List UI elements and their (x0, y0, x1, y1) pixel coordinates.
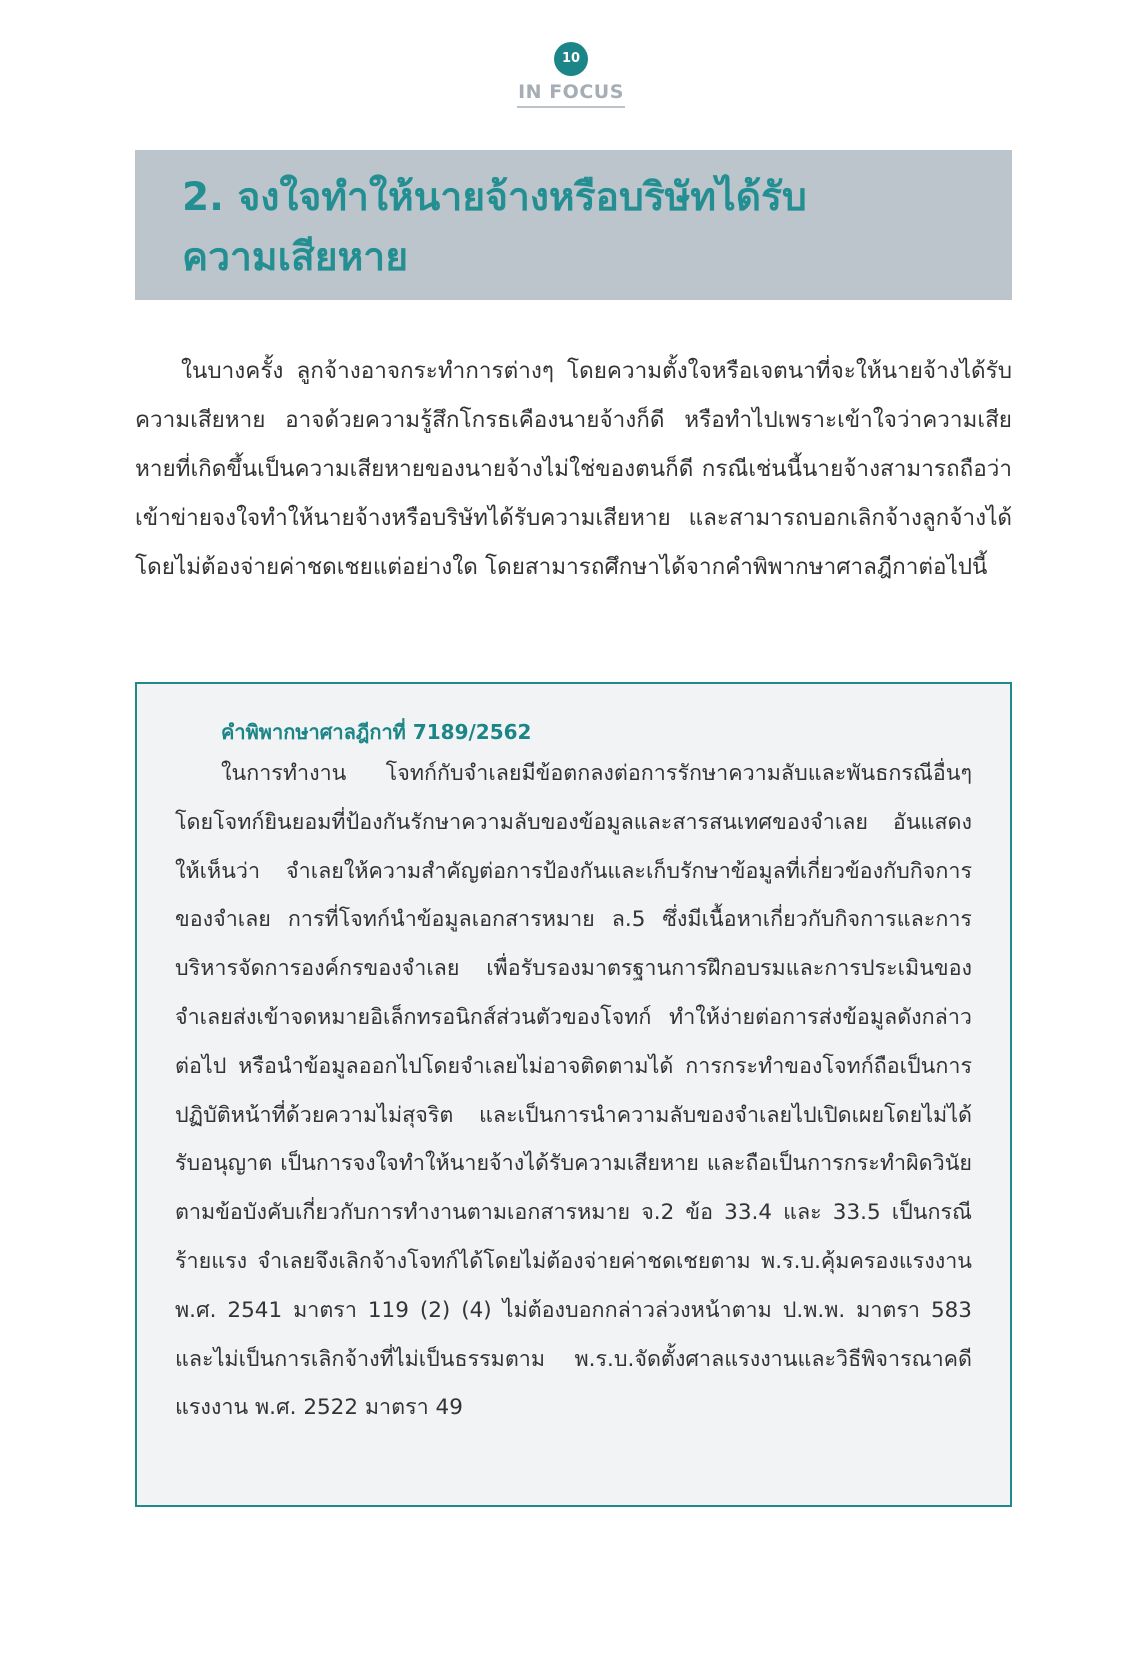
page-title-line-2: ความเสียหาย (182, 235, 409, 280)
page-number-badge: 10 (554, 42, 588, 76)
section-label: IN FOCUS (517, 81, 625, 108)
case-title: คำพิพากษาศาลฎีกาที่ 7189/2562 (221, 720, 532, 744)
title-banner (135, 150, 1012, 300)
page-title-line-1: 2. จงใจทำให้นายจ้างหรือบริษัทได้รับ (182, 175, 807, 220)
page-header (0, 42, 1142, 108)
intro-paragraph: ในบางครั้ง ลูกจ้างอาจกระทำการต่างๆ โดยความตั้งใจหรือเจตนาที่จะให้นายจ้างได้รับความเสียหาย อาจด้วยความรู้สึกโกรธเคืองนายจ้างก็ดี หรือทำไปเพราะเข้าใจว่าความเสียหายที่เกิดขึ้นเป็นความเสียหายของนายจ้างไม่ใช่ของตนก็ดี กรณีเช่นนี้นายจ้างสามารถถือว่าเข้าข่ายจงใจทำให้นายจ้างหรือบริษัทได้รับความเสียหาย และสามารถบอกเลิกจ้างลูกจ้างได้โดยไม่ต้องจ่ายค่าชดเชยแต่อย่างใด โดยสามารถศึกษาได้จากคำพิพากษาศาลฎีกาต่อไปนี้ (135, 358, 1012, 580)
case-body: ในการทำงาน โจทก์กับจำเลยมีข้อตกลงต่อการรักษาความลับและพันธกรณีอื่นๆ โดยโจทก์ยินยอมที่ป้องกันรักษาความลับของข้อมูลและสารสนเทศของจำเลย อันแสดงให้เห็นว่า จำเลยให้ความสำคัญต่อการป้องกันและเก็บรักษาข้อมูลที่เกี่ยวข้องกับกิจการของจำเลย การที่โจทก์นำข้อมูลเอกสารหมาย ล.5 ซึ่งมีเนื้อหาเกี่ยวกับกิจการและการบริหารจัดการองค์กรของจำเลย เพื่อรับรองมาตรฐานการฝึกอบรมและการประเมินของจำเลยส่งเข้าจดหมายอิเล็กทรอนิกส์ส่วนตัวของโจทก์ ทำให้ง่ายต่อการส่งข้อมูลดังกล่าวต่อไป หรือนำข้อมูลออกไปโดยจำเลยไม่อาจติดตามได้ การกระทำของโจทก์ถือเป็นการปฏิบัติหน้าที่ด้วยความไม่สุจริต และเป็นการนำความลับของจำเลยไปเปิดเผยโดยไม่ได้รับอนุญาต เป็นการจงใจทำให้นายจ้างได้รับความเสียหาย และถือเป็นการกระทำผิดวินัยตามข้อบังคับเกี่ยวกับการทำงานตามเอกสารหมาย จ.2 ข้อ 33.4 และ 33.5 เป็นกรณีร้ายแรง จำเลยจึงเลิกจ้างโจทก์ได้โดยไม่ต้องจ่ายค่าชดเชยตาม พ.ร.บ.คุ้มครองแรงงาน พ.ศ. 2541 มาตรา 119 (2) (4) ไม่ต้องบอกกล่าวล่วงหน้าตาม ป.พ.พ. มาตรา 583 และไม่เป็นการเลิกจ้างที่ไม่เป็นธรรมตาม พ.ร.บ.จัดตั้งศาลแรงงานและวิธีพิจารณาคดีแรงงาน พ.ศ. 2522 มาตรา 49 (175, 761, 972, 1421)
case-box (135, 682, 1012, 1507)
